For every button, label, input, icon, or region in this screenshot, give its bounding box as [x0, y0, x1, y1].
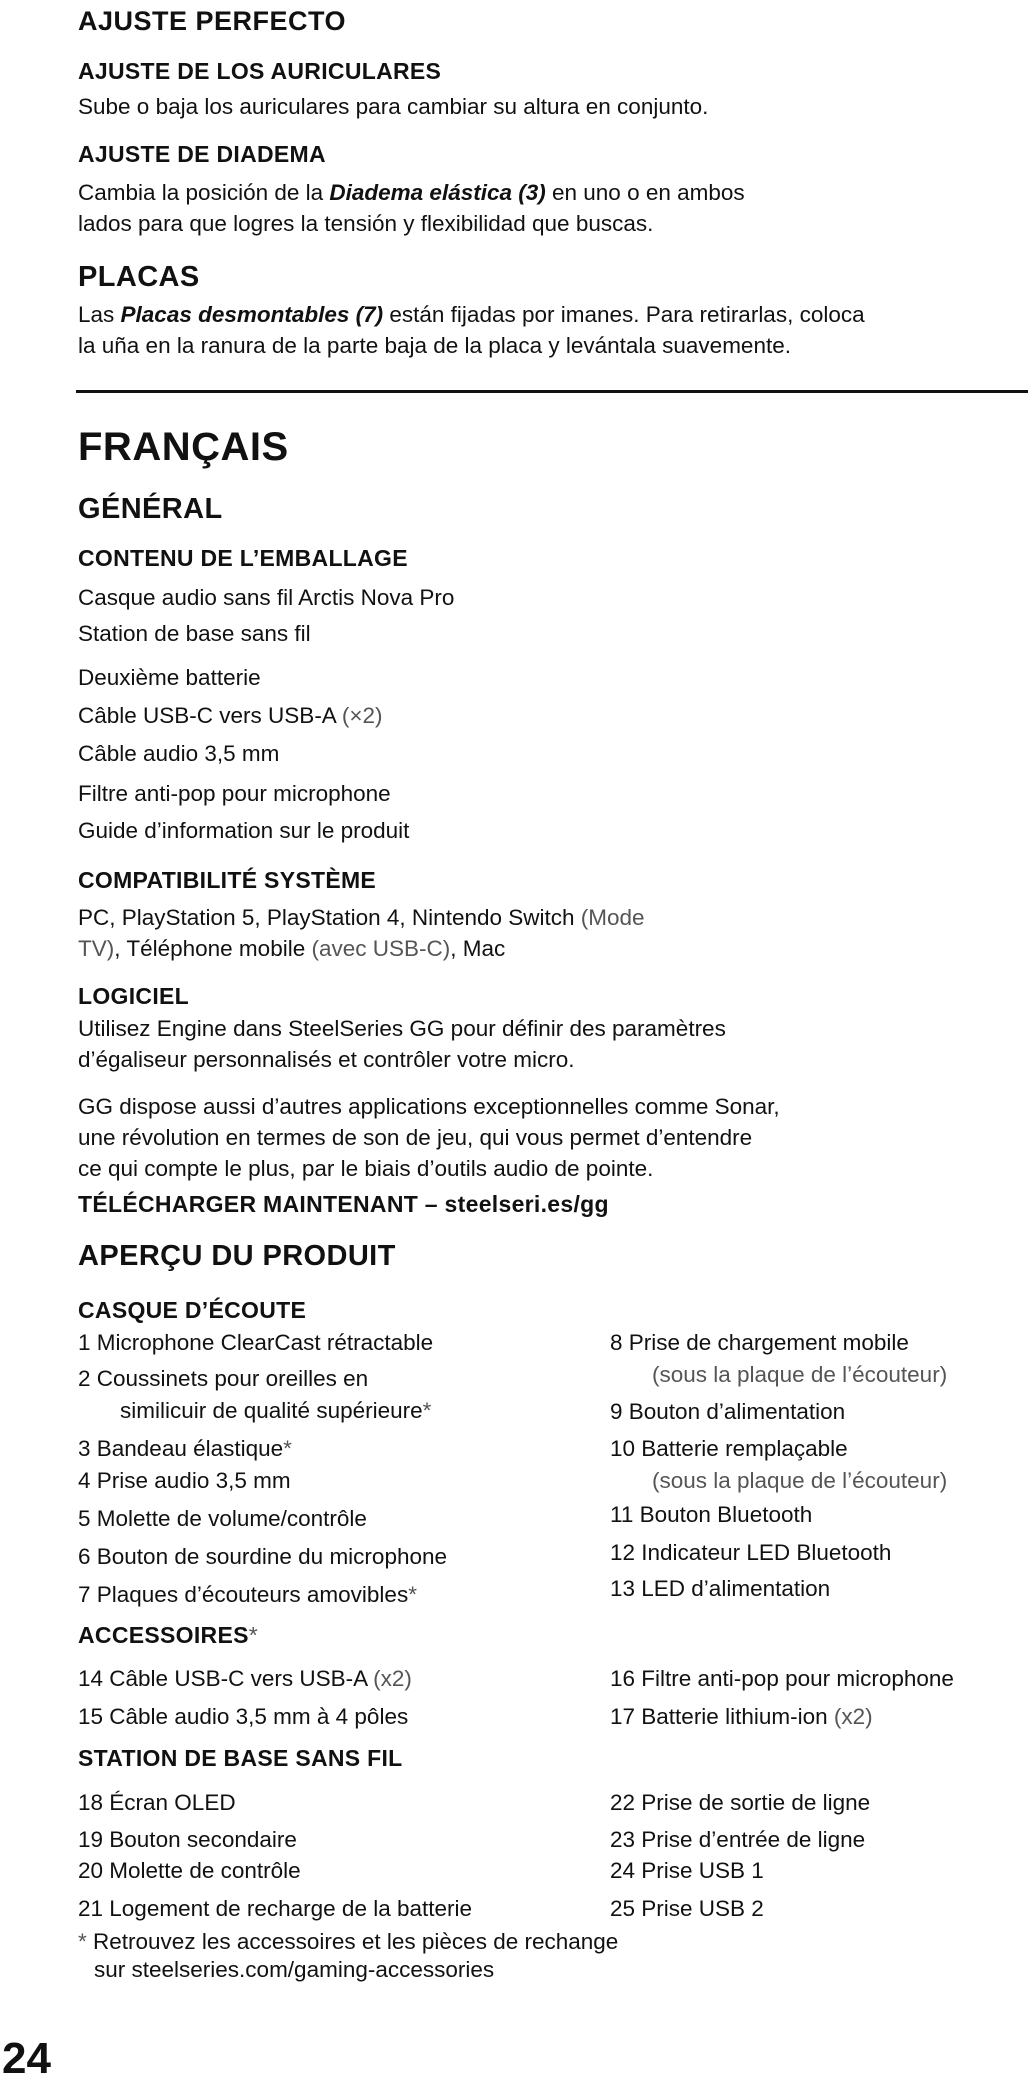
fr-accessoires-title-text: ACCESSOIRES: [78, 1622, 249, 1648]
fr-casque-item: 6 Bouton de sourdine du microphone: [78, 1544, 448, 1569]
asterisk: *: [283, 1436, 292, 1461]
fr-contenu-item: Station de base sans fil: [78, 621, 311, 646]
fr-compat-title: COMPATIBILITÉ SYSTÈME: [78, 867, 377, 893]
fr-accessoire-item: 16 Filtre anti-pop pour microphone: [610, 1666, 954, 1691]
fr-casque-item: 9 Bouton d’alimentation: [610, 1399, 846, 1424]
es-diadema-emphasis: Diadema elástica (3): [329, 180, 546, 205]
fr-casque-item: [78, 1433, 292, 1464]
fr-station-item: 19 Bouton secondaire: [78, 1827, 297, 1852]
fr-casque-item-note: (sous la plaque de l’écouteur): [652, 1468, 948, 1493]
fr-station-item: 22 Prise de sortie de ligne: [610, 1790, 871, 1815]
fr-compat-usbc: (avec USB-C): [305, 936, 451, 961]
fr-contenu-item-text: Câble USB-C vers USB-A: [78, 703, 336, 728]
fr-logiciel-line: ce qui compte le plus, par le biais d’outils audio de pointe.: [78, 1156, 654, 1181]
es-placas-text-a: Las: [78, 302, 121, 327]
asterisk: *: [422, 1398, 432, 1423]
asterisk: *: [78, 1929, 87, 1954]
fr-station-item: 18 Écran OLED: [78, 1790, 236, 1815]
fr-contenu-title: CONTENU DE L’EMBALLAGE: [78, 545, 408, 571]
fr-station-item: 24 Prise USB 1: [610, 1858, 764, 1883]
fr-casque-item: [78, 1579, 417, 1610]
asterisk: *: [408, 1582, 417, 1607]
asterisk: *: [248, 1622, 258, 1648]
fr-station-item: 21 Logement de recharge de la batterie: [78, 1896, 473, 1921]
fr-casque-item: 11 Bouton Bluetooth: [610, 1502, 813, 1527]
es-diadema-text-a: Cambia la posición de la: [78, 180, 330, 205]
fr-casque-item-note: (sous la plaque de l’écouteur): [652, 1362, 948, 1387]
fr-compat-platforms: PC, PlayStation 5, PlayStation 4, Nintendo Switch: [78, 905, 575, 930]
fr-general-title: GÉNÉRAL: [78, 493, 223, 525]
fr-language-title: FRANÇAIS: [78, 425, 289, 469]
fr-accessoire-item-text: 14 Câble USB-C vers USB-A: [78, 1666, 367, 1691]
fr-download-link[interactable]: TÉLÉCHARGER MAINTENANT – steelseri.es/gg: [78, 1191, 609, 1217]
fr-contenu-item: Filtre anti-pop pour microphone: [78, 781, 391, 806]
fr-casque-item-text: 3 Bandeau élastique: [78, 1436, 284, 1461]
es-placas-emphasis: Placas desmontables (7): [120, 302, 384, 327]
es-placas-text: [78, 299, 865, 361]
es-diadema-text-b: en uno o en ambos: [545, 180, 745, 205]
fr-contenu-item: Câble audio 3,5 mm: [78, 741, 280, 766]
fr-logiciel-paragraph-1: [78, 1013, 726, 1075]
fr-accessoire-item: [78, 1663, 412, 1694]
es-ajuste-title: AJUSTE PERFECTO: [78, 6, 347, 36]
fr-compat-mode: (Mode: [574, 905, 645, 930]
fr-accessoire-item-text: 17 Batterie lithium-ion: [610, 1704, 828, 1729]
fr-logiciel-title: LOGICIEL: [78, 983, 190, 1009]
fr-logiciel-paragraph-2: [78, 1091, 780, 1184]
fr-compat-mac: , Mac: [450, 936, 506, 961]
fr-contenu-item: Guide d’information sur le produit: [78, 818, 410, 843]
fr-contenu-item: Casque audio sans fil Arctis Nova Pro: [78, 585, 455, 610]
fr-casque-item-cont-text: similicuir de qualité supérieure: [120, 1398, 423, 1423]
fr-station-item: 25 Prise USB 2: [610, 1896, 764, 1921]
fr-casque-item: 8 Prise de chargement mobile: [610, 1330, 909, 1355]
es-diadema-text-line2: lados para que logres la tensión y flexibilidad que buscas.: [78, 211, 654, 236]
fr-station-item: 23 Prise d’entrée de ligne: [610, 1827, 866, 1852]
fr-accessoires-title: [78, 1622, 258, 1649]
es-auriculares-text: Sube o baja los auriculares para cambiar su altura en conjunto.: [78, 94, 709, 119]
fr-casque-item: 13 LED d’alimentation: [610, 1576, 831, 1601]
es-auriculares-title: AJUSTE DE LOS AURICULARES: [78, 58, 442, 84]
fr-accessoire-quantity: (x2): [366, 1666, 412, 1691]
es-placas-title: PLACAS: [78, 261, 200, 293]
fr-compat-text: [78, 902, 645, 964]
fr-station-item: 20 Molette de contrôle: [78, 1858, 301, 1883]
fr-station-title: STATION DE BASE SANS FIL: [78, 1745, 403, 1771]
fr-casque-item: 1 Microphone ClearCast rétractable: [78, 1330, 434, 1355]
fr-accessoire-quantity: (x2): [827, 1704, 873, 1729]
fr-logiciel-line: GG dispose aussi d’autres applications exceptionnelles comme Sonar,: [78, 1094, 780, 1119]
fr-compat-mobile: , Téléphone mobile: [114, 936, 306, 961]
es-diadema-title: AJUSTE DE DIADEMA: [78, 141, 326, 167]
fr-casque-item-text: 7 Plaques d’écouteurs amovibles: [78, 1582, 409, 1607]
fr-contenu-item: [78, 700, 382, 731]
fr-contenu-quantity: (×2): [335, 703, 383, 728]
fr-logiciel-line: Utilisez Engine dans SteelSeries GG pour définir des paramètres: [78, 1016, 726, 1041]
fr-footnote-line1: Retrouvez les accessoires et les pièces de rechange: [86, 1929, 619, 1954]
page-number: 24: [2, 2034, 51, 2083]
fr-casque-item: 5 Molette de volume/contrôle: [78, 1506, 367, 1531]
fr-casque-item: 12 Indicateur LED Bluetooth: [610, 1540, 892, 1565]
fr-casque-item-cont: [120, 1395, 431, 1426]
fr-footnote-line2: sur steelseries.com/gaming-accessories: [94, 1957, 495, 1982]
section-divider: [76, 390, 1028, 393]
fr-contenu-item: Deuxième batterie: [78, 665, 261, 690]
fr-logiciel-line: d’égaliseur personnalisés et contrôler votre micro.: [78, 1047, 575, 1072]
fr-compat-tv: TV): [78, 936, 115, 961]
fr-casque-item: 4 Prise audio 3,5 mm: [78, 1468, 291, 1493]
fr-apercu-title: APERÇU DU PRODUIT: [78, 1240, 396, 1272]
fr-casque-item: 2 Coussinets pour oreilles en: [78, 1366, 369, 1391]
fr-accessoire-item: 15 Câble audio 3,5 mm à 4 pôles: [78, 1704, 409, 1729]
es-placas-text-b: están fijadas por imanes. Para retirarlas, coloca: [383, 302, 865, 327]
fr-casque-title: CASQUE D’ÉCOUTE: [78, 1297, 307, 1323]
fr-footnote: [78, 1928, 618, 1984]
es-placas-text-line2: la uña en la ranura de la parte baja de la placa y levántala suavemente.: [78, 333, 791, 358]
fr-casque-item: 10 Batterie remplaçable: [610, 1436, 848, 1461]
es-diadema-text: [78, 177, 745, 239]
fr-logiciel-line: une révolution en termes de son de jeu, qui vous permet d’entendre: [78, 1125, 753, 1150]
fr-accessoire-item: [610, 1701, 873, 1732]
